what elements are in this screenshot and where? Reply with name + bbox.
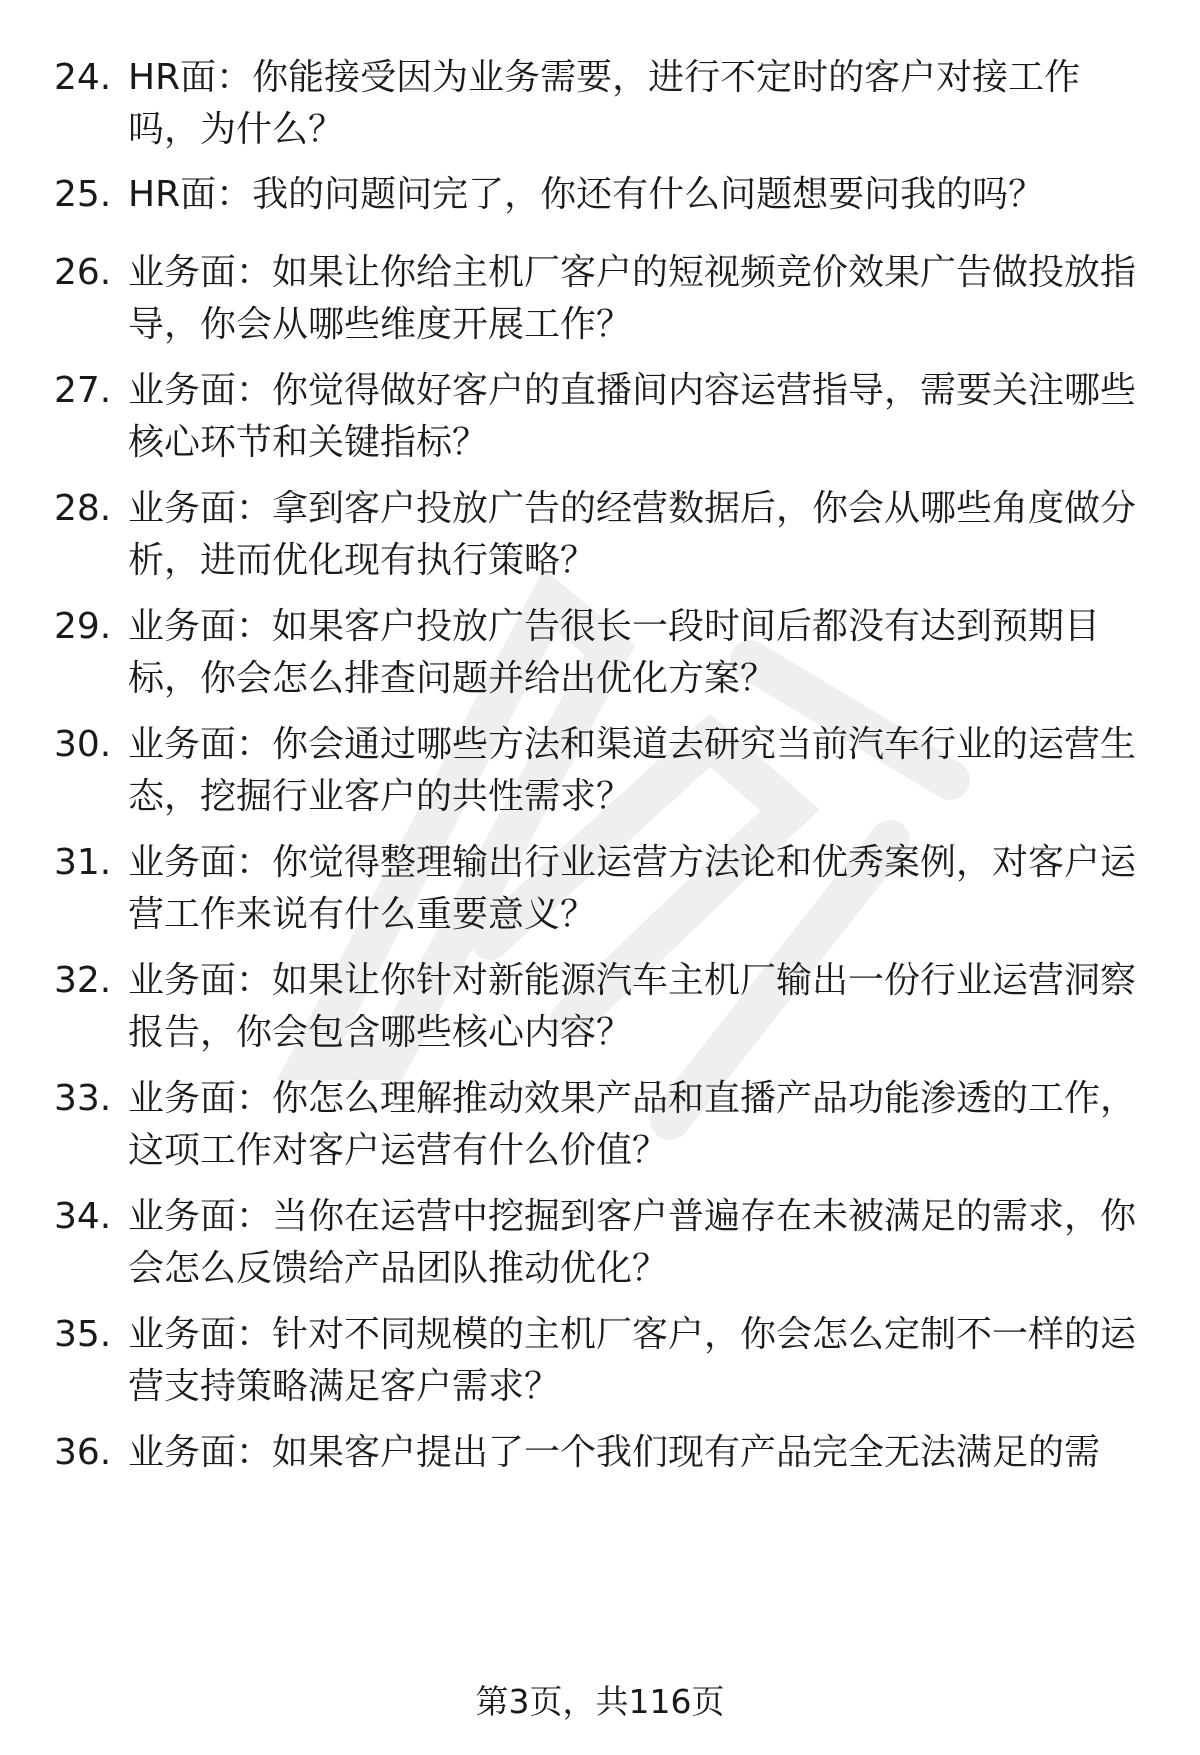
question-text: HR面：我的问题问完了，你还有什么问题想要问我的吗？: [128, 174, 1045, 215]
question-text: 业务面：如果让你针对新能源汽车主机厂输出一份行业运营洞察报告，你会包含哪些核心内容？: [128, 960, 1137, 1053]
question-text: 业务面：你怎么理解推动效果产品和直播产品功能渗透的工作，这项工作对客户运营有什么价值？: [128, 1078, 1137, 1171]
question-text: 业务面：你会通过哪些方法和渠道去研究当前汽车行业的运营生态，挖掘行业客户的共性需求？: [128, 724, 1137, 817]
question-text: 业务面：如果客户投放广告很长一段时间后都没有达到预期目标，你会怎么排查问题并给出优化方案？: [128, 606, 1101, 699]
question-number: 32.: [54, 960, 112, 1001]
question-number: 29.: [54, 606, 112, 647]
question-number: 28.: [54, 488, 112, 529]
page-footer: 第3页，共116页: [475, 1682, 725, 1721]
question-number: 36.: [54, 1432, 112, 1473]
question-number: 33.: [54, 1078, 112, 1119]
question-text: 业务面：针对不同规模的主机厂客户，你会怎么定制不一样的运营支持策略满足客户需求？: [128, 1314, 1137, 1407]
question-number: 34.: [54, 1196, 112, 1237]
question-text: 业务面：如果客户提出了一个我们现有产品完全无法满足的需: [128, 1432, 1101, 1473]
question-text: 业务面：你觉得做好客户的直播间内容运营指导，需要关注哪些核心环节和关键指标？: [128, 370, 1137, 463]
question-number: 24.: [54, 57, 112, 98]
question-text: 业务面：你觉得整理输出行业运营方法论和优秀案例，对客户运营工作来说有什么重要意义？: [128, 842, 1137, 935]
question-number: 31.: [54, 842, 112, 883]
question-number: 27.: [54, 370, 112, 411]
question-number: 35.: [54, 1314, 112, 1355]
question-text: HR面：你能接受因为业务需要，进行不定时的客户对接工作吗，为什么？: [128, 57, 1081, 150]
question-text: 业务面：拿到客户投放广告的经营数据后，你会从哪些角度做分析，进而优化现有执行策略？: [128, 488, 1137, 581]
question-text: 业务面：当你在运营中挖掘到客户普遍存在未被满足的需求，你会怎么反馈给产品团队推动优化？: [128, 1196, 1137, 1289]
question-number: 26.: [54, 252, 112, 293]
question-text: 业务面：如果让你给主机厂客户的短视频竞价效果广告做投放指导，你会从哪些维度开展工作？: [128, 252, 1137, 345]
question-number: 25.: [54, 174, 112, 215]
question-number: 30.: [54, 724, 112, 765]
